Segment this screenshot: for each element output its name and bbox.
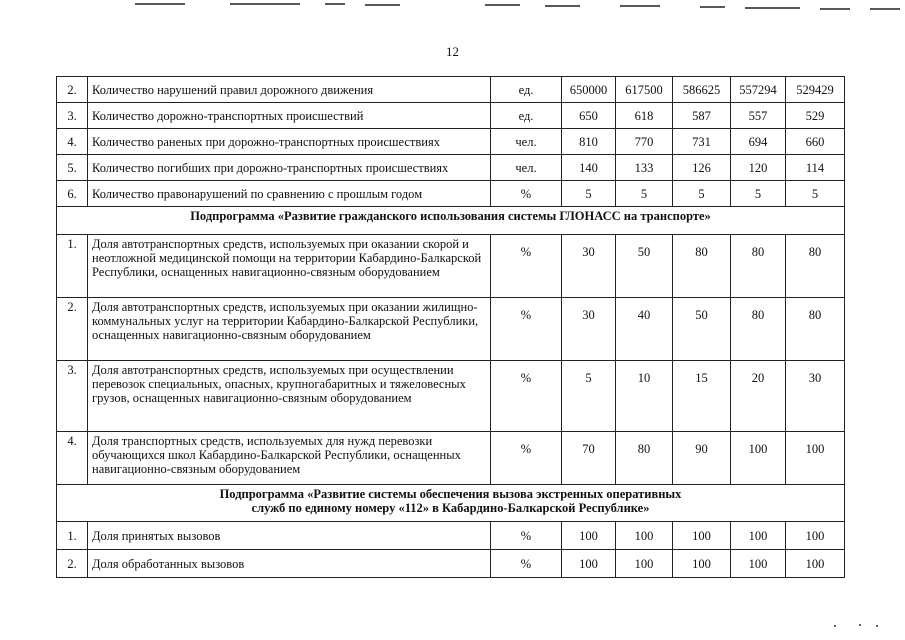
row-number: 2. (57, 77, 88, 103)
value-cell: 100 (731, 550, 786, 578)
value-cell: 100 (673, 550, 731, 578)
row-number: 3. (57, 361, 88, 432)
value-cell: 5 (786, 181, 845, 207)
section-title: Подпрограмма «Развитие системы обеспечения вызова экстренных оперативных служб по единому номеру «112» в Кабардино-Балкарской Республике» (57, 485, 845, 522)
row-number: 1. (57, 235, 88, 298)
value-cell: 100 (786, 432, 845, 485)
value-cell: 5 (562, 361, 616, 432)
value-cell: 80 (786, 235, 845, 298)
value-cell: 770 (616, 129, 673, 155)
indicator-name: Доля принятых вызовов (88, 522, 491, 550)
value-cell: 5 (616, 181, 673, 207)
unit-cell: чел. (491, 155, 562, 181)
indicators-table (56, 76, 845, 578)
row-number: 6. (57, 181, 88, 207)
value-cell: 660 (786, 129, 845, 155)
value-cell: 650000 (562, 77, 616, 103)
unit-cell: чел. (491, 129, 562, 155)
indicator-name: Количество правонарушений по сравнению с прошлым годом (88, 181, 491, 207)
value-cell: 10 (616, 361, 673, 432)
indicator-name: Количество раненых при дорожно-транспортных происшествиях (88, 129, 491, 155)
value-cell: 100 (562, 522, 616, 550)
value-cell: 120 (731, 155, 786, 181)
value-cell: 80 (786, 298, 845, 361)
value-cell: 618 (616, 103, 673, 129)
unit-cell: % (491, 181, 562, 207)
value-cell: 100 (673, 522, 731, 550)
value-cell: 586625 (673, 77, 731, 103)
value-cell: 30 (562, 298, 616, 361)
row-number: 3. (57, 103, 88, 129)
value-cell: 587 (673, 103, 731, 129)
table-row (57, 550, 845, 578)
value-cell: 5 (673, 181, 731, 207)
value-cell: 15 (673, 361, 731, 432)
value-cell: 114 (786, 155, 845, 181)
table-row (57, 155, 845, 181)
value-cell: 731 (673, 129, 731, 155)
row-number: 4. (57, 129, 88, 155)
unit-cell: % (491, 361, 562, 432)
value-cell: 810 (562, 129, 616, 155)
indicator-name: Количество нарушений правил дорожного движения (88, 77, 491, 103)
page-number: 12 (446, 44, 459, 59)
unit-cell: % (491, 432, 562, 485)
indicator-name: Доля автотранспортных средств, используемых при оказании скорой и неотложной медицинской помощи на территории Кабардино-Балкарской Республики, оснащенных навигационно-связным оборудованием (88, 235, 491, 298)
table-row (57, 181, 845, 207)
value-cell: 529 (786, 103, 845, 129)
table-row (57, 129, 845, 155)
row-number: 4. (57, 432, 88, 485)
value-cell: 100 (731, 522, 786, 550)
row-number: 1. (57, 522, 88, 550)
unit-cell: ед. (491, 103, 562, 129)
value-cell: 140 (562, 155, 616, 181)
indicator-name: Количество погибших при дорожно-транспортных происшествиях (88, 155, 491, 181)
indicator-name: Доля автотранспортных средств, используемых при осуществлении перевозок специальных, опасных, крупногабаритных и тяжеловесных грузов, оснащенных навигационно-связным оборудованием (88, 361, 491, 432)
value-cell: 20 (731, 361, 786, 432)
value-cell: 617500 (616, 77, 673, 103)
value-cell: 5 (731, 181, 786, 207)
indicator-name: Доля автотранспортных средств, используемых при оказании жилищно-коммунальных услуг на территории Кабардино-Балкарской Республики, оснащенных навигационно-связным оборудованием (88, 298, 491, 361)
value-cell: 70 (562, 432, 616, 485)
row-number: 2. (57, 298, 88, 361)
table-row (57, 522, 845, 550)
value-cell: 100 (786, 550, 845, 578)
value-cell: 126 (673, 155, 731, 181)
value-cell: 30 (786, 361, 845, 432)
table-row (57, 77, 845, 103)
value-cell: 5 (562, 181, 616, 207)
value-cell: 100 (616, 550, 673, 578)
value-cell: 80 (673, 235, 731, 298)
indicator-name: Доля обработанных вызовов (88, 550, 491, 578)
table-row (57, 235, 845, 298)
unit-cell: ед. (491, 77, 562, 103)
table-row (57, 298, 845, 361)
section-title: Подпрограмма «Развитие гражданского использования системы ГЛОНАСС на транспорте» (57, 207, 845, 235)
value-cell: 90 (673, 432, 731, 485)
value-cell: 80 (731, 235, 786, 298)
value-cell: 529429 (786, 77, 845, 103)
value-cell: 694 (731, 129, 786, 155)
value-cell: 557 (731, 103, 786, 129)
value-cell: 40 (616, 298, 673, 361)
section-header-row (57, 207, 845, 235)
value-cell: 557294 (731, 77, 786, 103)
scan-edge-marks (0, 0, 905, 14)
indicator-name: Доля транспортных средств, используемых для нужд перевозки обучающихся школ Кабардино-Балкарской Республики, оснащенных навигационно-связным оборудованием (88, 432, 491, 485)
value-cell: 30 (562, 235, 616, 298)
table-row (57, 103, 845, 129)
table-row (57, 361, 845, 432)
scan-corner-marks (825, 620, 885, 630)
value-cell: 50 (616, 235, 673, 298)
value-cell: 80 (616, 432, 673, 485)
value-cell: 100 (562, 550, 616, 578)
row-number: 5. (57, 155, 88, 181)
indicators-table-body (57, 77, 845, 578)
indicator-name: Количество дорожно-транспортных происшествий (88, 103, 491, 129)
section-header-row (57, 485, 845, 522)
unit-cell: % (491, 550, 562, 578)
value-cell: 133 (616, 155, 673, 181)
unit-cell: % (491, 235, 562, 298)
value-cell: 100 (731, 432, 786, 485)
value-cell: 650 (562, 103, 616, 129)
unit-cell: % (491, 522, 562, 550)
unit-cell: % (491, 298, 562, 361)
value-cell: 100 (616, 522, 673, 550)
value-cell: 50 (673, 298, 731, 361)
row-number: 2. (57, 550, 88, 578)
value-cell: 100 (786, 522, 845, 550)
table-row (57, 432, 845, 485)
value-cell: 80 (731, 298, 786, 361)
